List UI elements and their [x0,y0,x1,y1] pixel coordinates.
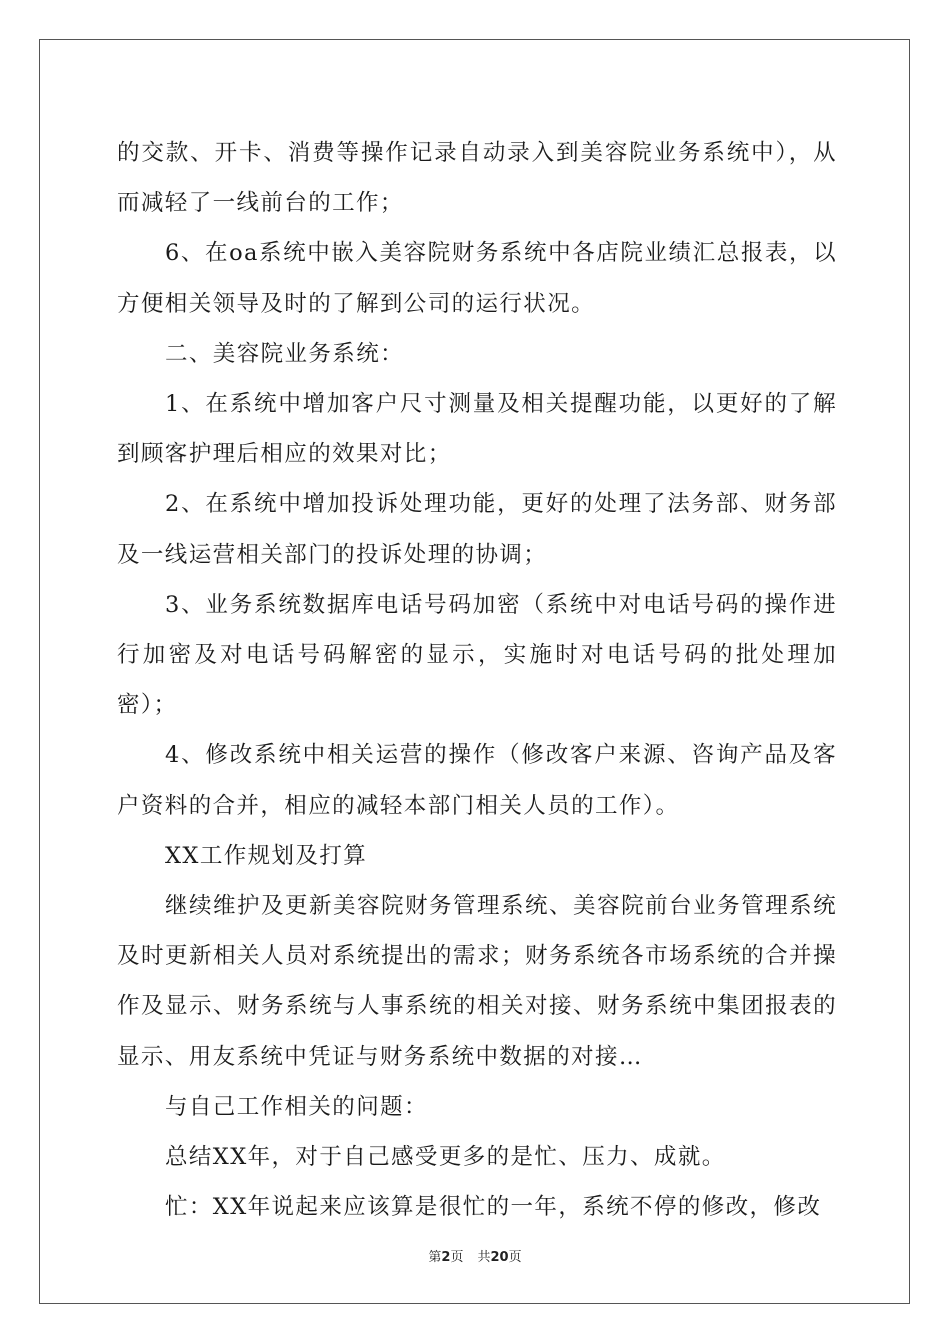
paragraph: 1、在系统中增加客户尺寸测量及相关提醒功能，以更好的了解到顾客护理后相应的效果对比； [117,391,837,468]
paragraph: 4、修改系统中相关运营的操作（修改客户来源、咨询产品及客户资料的合并，相应的减轻本部门相关人员的工作）。 [117,742,837,819]
total-pages: 20 [490,1250,509,1265]
page-prefix: 第 [428,1250,442,1265]
total-prefix: 共 [477,1250,491,1265]
total-suffix: 页 [508,1250,522,1265]
page-suffix: 页 [450,1250,464,1265]
page-footer [0,1246,950,1265]
section-heading: XX工作规划及打算 [165,842,368,869]
paragraph: 6、在oa系统中嵌入美容院财务系统中各店院业绩汇总报表，以方便相关领导及时的了解到公司的运行状况。 [117,240,837,317]
document-body [117,128,837,1232]
page-number: 2 [441,1250,451,1265]
paragraph: 3、业务系统数据库电话号码加密（系统中对电话号码的操作进行加密及对电话号码解密的显示，实施时对电话号码的批处理加密）； [117,591,837,719]
paragraph: 继续维护及更新美容院财务管理系统、美容院前台业务管理系统及时更新相关人员对系统提出的需求；财务系统各市场系统的合并操作及显示、财务系统与人事系统的相关对接、财务系统中集团报表的显示、用友系统中凭证与财务系统中数据的对接… [117,893,837,1070]
section-heading: 与自己工作相关的问题： [165,1093,428,1120]
section-heading: 二、美容院业务系统： [165,340,405,367]
paragraph: 忙：XX年说起来应该算是很忙的一年，系统不停的修改，修改 [165,1194,822,1221]
paragraph: 2、在系统中增加投诉处理功能，更好的处理了法务部、财务部及一线运营相关部门的投诉处理的协调； [117,491,837,568]
paragraph: 的交款、开卡、消费等操作记录自动录入到美容院业务系统中），从而减轻了一线前台的工作； [117,140,837,217]
paragraph: 总结XX年，对于自己感受更多的是忙、压力、成就。 [165,1144,726,1171]
